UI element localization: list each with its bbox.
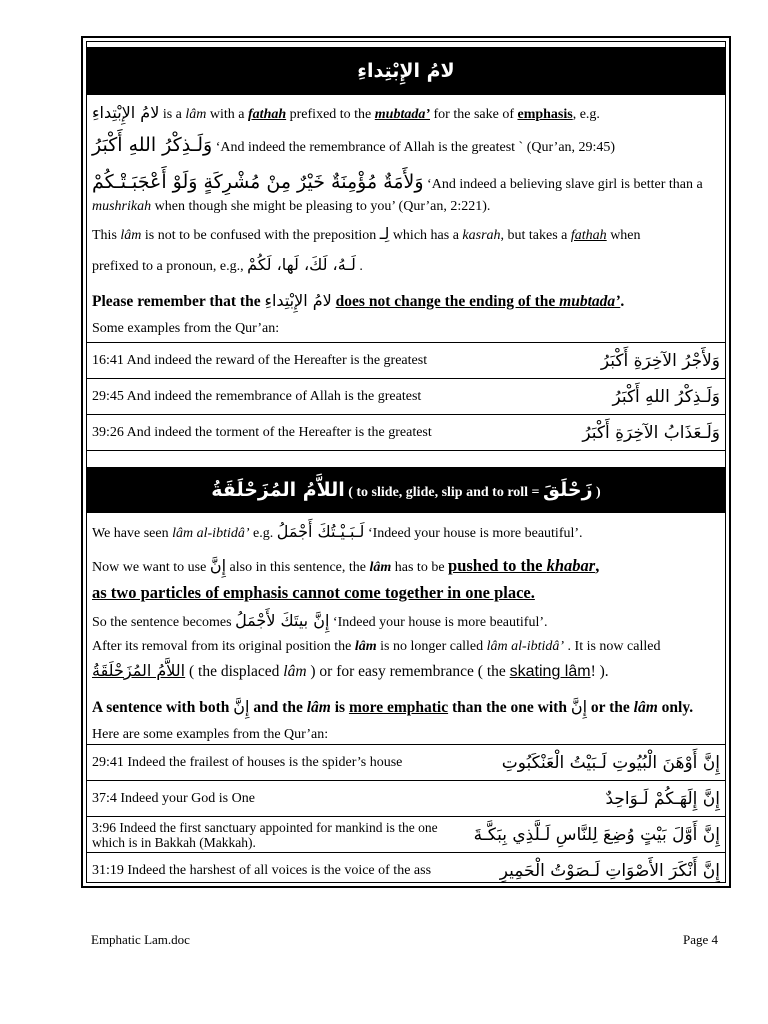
example-ar: إِنَّ أَوَّلَ بَيْتٍ وُضِعَ لِلنَّاسِ لَـلَّذِي بِبَكَّـةَ	[467, 817, 725, 853]
now-text-3: has to be	[391, 560, 449, 575]
confuse-lam: lâm	[120, 228, 142, 243]
remember-mubtada: mubtada’	[559, 293, 621, 310]
example-ref: 16:41 And indeed the reward of the Hereafter is the greatest	[87, 343, 536, 379]
examples1-label: Some examples from the Qur’an:	[92, 321, 280, 336]
examples2-table	[87, 744, 725, 888]
becomes-text-1: So the sentence becomes	[92, 615, 236, 630]
confuse-line	[92, 225, 720, 245]
now-inna: إِنَّ	[209, 556, 227, 575]
both-text-3: is	[330, 699, 349, 716]
example2-line2	[92, 198, 720, 216]
intro-fathah: fathah	[248, 107, 287, 122]
remember-end: .	[620, 293, 625, 310]
confuse-line2-text: prefixed to a pronoun, e.g.,	[92, 259, 248, 274]
example2-ar: وَلأَمَةٌ مُؤْمِنَةٌ خَيْرٌ مِنْ مُشْرِكَةٍ وَلَوْ أَعْجَبَـتْـكُمْ	[92, 171, 424, 193]
example-ar: وَلأَجْرُ الآخِرَةِ أَكْبَرُ	[536, 343, 725, 379]
example-ref: 39:26 And indeed the torment of the Hereafter is the greatest	[87, 415, 536, 451]
example-ar: وَلَـذِكْرُ اللهِ أَكْبَرُ	[536, 379, 725, 415]
intro-mubtada: mubtada’	[374, 107, 431, 122]
section1-title: لامُ الإِبْتِداءِ	[357, 60, 455, 82]
table-row	[87, 817, 725, 853]
intro-ar-term: لامُ الإِبْتِداءِ	[92, 103, 160, 122]
example-ar: وَلَـعَذَابُ الآخِرَةِ أَكْبَرُ	[536, 415, 725, 451]
remember-ar: لامُ الإِبْتِداءِ	[264, 291, 332, 310]
confuse-prep-ar: لِـ	[379, 224, 390, 243]
example2-text: ‘And indeed a believing slave girl is better than a	[423, 177, 703, 192]
example2-line2-text: when though she might be pleasing to you’ (Qur’an, 2:221).	[151, 199, 491, 214]
example1-text: ‘And indeed the remembrance of Allah is the greatest ` (Qur’an, 29:45)	[212, 140, 616, 155]
removal-term: lâm al-ibtidâ’	[486, 639, 565, 654]
example-ref: 29:45 And indeed the remembrance of Allah is the greatest	[87, 379, 536, 415]
removal-ar: اللاَّمُ المُزَحْلَقَةُ	[92, 661, 186, 680]
now-pushed: pushed to the	[448, 556, 547, 575]
seen-term: lâm al-ibtidâ’	[172, 526, 250, 541]
table-row	[87, 781, 725, 817]
now-lam: lâm	[369, 560, 392, 575]
examples2-label: Here are some examples from the Qur’an:	[92, 727, 329, 742]
example-ref: 37:4 Indeed your God is One	[87, 781, 467, 817]
removal-text-5: ) or for easy remembrance ( the	[306, 663, 510, 680]
confuse-text-4: , but takes a	[500, 228, 571, 243]
removal-text-6: ! ).	[590, 663, 609, 680]
document-inner-border	[86, 41, 726, 883]
both-line	[92, 698, 720, 717]
footer-filename: Emphatic Lam.doc	[91, 932, 190, 947]
now-text-2: also in this sentence, the	[226, 560, 370, 575]
confuse-text-5: when	[606, 228, 641, 243]
example-ref: 3:96 Indeed the first sanctuary appointed for mankind is the one which is in Bakkah (Makkah).	[87, 817, 467, 853]
intro-text-1: is a	[159, 107, 186, 122]
remember-text-2: does not change the ending of the	[335, 293, 560, 310]
now-comma: ,	[595, 556, 600, 575]
seen-text-3: ‘Indeed your house is more beautiful’.	[364, 526, 583, 541]
removal-skating: skating lâm	[509, 663, 591, 680]
seen-text-2: e.g.	[249, 526, 277, 541]
both-more: more emphatic	[348, 699, 449, 716]
both-text-5: or the	[587, 699, 634, 716]
removal-line	[92, 638, 720, 656]
removal-text-2: is no longer called	[376, 639, 487, 654]
removal-lam: lâm	[354, 639, 377, 654]
both-lam2: lâm	[633, 699, 658, 716]
example1-line	[92, 136, 720, 157]
becomes-ar: إِنَّ بيتَكَ لأَجْمَلُ	[235, 611, 330, 630]
intro-emphasis: emphasis	[517, 107, 573, 122]
example1-ar: وَلَـذِكْرُ اللهِ أَكْبَرُ	[92, 134, 213, 156]
section1-header	[87, 47, 725, 95]
section2-header	[87, 467, 725, 513]
seen-line	[92, 523, 720, 543]
intro-text-5: , e.g.	[572, 107, 600, 122]
example2-mushrikah: mushrikah	[92, 199, 152, 214]
removal-lam2: lâm	[283, 663, 307, 680]
now-line2: as two particles of emphasis cannot come together in one place.	[92, 583, 535, 602]
now-line	[92, 557, 720, 577]
table-row	[87, 745, 725, 781]
now-text-1: Now we want to use	[92, 560, 210, 575]
both-text-4: than the one with	[448, 699, 571, 716]
intro-text-3: prefixed to the	[286, 107, 375, 122]
table-row	[87, 343, 725, 379]
both-inna2: إِنَّ	[570, 697, 588, 716]
confuse-end: .	[355, 259, 363, 274]
confuse-text-1: This	[92, 228, 121, 243]
intro-text-2: with a	[206, 107, 249, 122]
removal-line2	[92, 662, 720, 681]
example-ref: 29:41 Indeed the frailest of houses is the spider’s house	[87, 745, 467, 781]
example2-line	[92, 173, 720, 194]
example-ar: إِنَّ أَنْكَرَ الأَصْوَاتِ لَـصَوْتُ الْحَمِيرِ	[467, 853, 725, 889]
remember-line	[92, 292, 720, 311]
example-ref: 31:19 Indeed the harshest of all voices is the voice of the ass	[87, 853, 467, 889]
table-row	[87, 379, 725, 415]
both-text-1: A sentence with both	[92, 699, 234, 716]
table-row	[87, 853, 725, 889]
confuse-pronouns-ar: لَـهُ، لَكَ، لَها، لَكُمْ	[247, 255, 356, 274]
both-lam: lâm	[306, 699, 331, 716]
examples1-table	[87, 342, 725, 451]
confuse-kasrah: kasrah	[462, 228, 501, 243]
document-frame	[81, 36, 731, 888]
section2-title-close: )	[592, 485, 601, 500]
confuse-fathah: fathah	[570, 228, 607, 243]
removal-text-4: ( the displaced	[185, 663, 284, 680]
removal-text-3: . It is now called	[564, 639, 661, 654]
confuse-line2	[92, 256, 720, 276]
example-ar: إِنَّ إِلَهَـكُمْ لَـوَاحِدٌ	[467, 781, 725, 817]
footer-page-number: Page 4	[682, 932, 718, 947]
seen-ar: لَـبَـيْـتُكَ أَجْمَلُ	[276, 522, 365, 541]
confuse-text-2: is not to be confused with the preposition	[141, 228, 380, 243]
table-row	[87, 415, 725, 451]
becomes-line	[92, 612, 720, 632]
section2-title-verb: زَحْلَقَ	[543, 479, 593, 501]
becomes-text-2: ‘Indeed your house is more beautiful’.	[329, 615, 548, 630]
both-inna: إِنَّ	[233, 697, 250, 716]
both-text-6: only.	[657, 699, 694, 716]
both-text-2: and the	[249, 699, 307, 716]
seen-text-1: We have seen	[92, 526, 173, 541]
remember-text-1: Please remember that the	[92, 293, 265, 310]
example-ar: إِنَّ أَوْهَنَ الْبُيُوتِ لَـبَيْتُ الْعَنْكَبُوتِ	[467, 745, 725, 781]
confuse-text-3: which has a	[389, 228, 463, 243]
removal-text-1: After its removal from its original position the	[92, 639, 355, 654]
now-khabar: khabar	[546, 556, 596, 575]
section2-title-paren: ( to slide, glide, slip and to roll =	[344, 485, 544, 500]
intro-line	[92, 104, 720, 124]
section2-title-ar: اللاَّمُ المُزَحْلَقَةُ	[211, 479, 345, 501]
intro-lam: lâm	[185, 107, 207, 122]
intro-text-4: for the sake of	[430, 107, 518, 122]
